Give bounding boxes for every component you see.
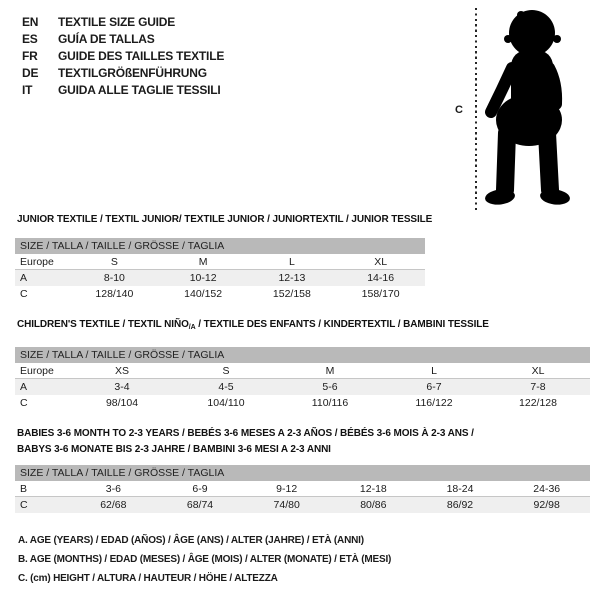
junior-age-row [15,270,425,286]
children-size-header-bar: SIZE / TALLA / TAILLE / GRÖSSE / TAGLIA [15,347,590,363]
row-label-cell: C [20,288,28,300]
value-cell: 92/98 [533,499,560,511]
footnote-age-months: B. AGE (MONTHS) / EDAD (MESES) / ÂGE (MOIS) / ALTER (MONATE) / ETÀ (MESI) [18,554,392,565]
value-cell: 110/116 [311,397,349,409]
value-cell: 116/122 [415,397,453,409]
children-title-prefix: CHILDREN'S TEXTILE / TEXTIL NIÑO [17,319,189,330]
junior-size-table [15,238,425,302]
size-cell: XL [531,364,545,377]
language-label: GUIDE DES TAILLES TEXTILE [58,49,225,63]
size-cell: S [222,364,230,377]
footnotes [18,531,391,588]
value-cell: 80/86 [360,499,387,511]
row-label-cell: B [20,482,28,495]
value-cell: 152/158 [272,288,311,300]
size-cell: M [198,255,208,268]
value-cell: 122/128 [519,397,557,409]
value-cell: 12-13 [278,272,306,284]
baby-silhouette-icon [481,8,573,208]
size-cell: XL [374,255,388,268]
value-cell: 62/68 [100,499,127,511]
language-code: IT [22,83,33,97]
children-age-row [15,379,590,395]
value-cell: 68/74 [186,499,214,511]
babies-title-line2: BABYS 3-6 MONATE BIS 2-3 JAHRE / BAMBINI 3-6 MESI A 2-3 ANNI [17,443,331,455]
language-code: EN [22,15,39,29]
value-cell: 7-8 [530,381,546,393]
value-cell: 18-24 [446,482,474,495]
language-row-fr [22,48,224,65]
language-code: DE [22,66,39,80]
value-cell: 10-12 [189,272,217,284]
babies-section-title [17,426,474,457]
language-code: FR [22,49,38,63]
children-section-title [17,318,489,334]
language-label: TEXTILGRÖßENFÜHRUNG [58,66,207,80]
value-cell: 128/140 [95,288,134,300]
babies-height-row [15,497,590,513]
value-cell: 9-12 [276,482,298,495]
children-sizes-row [15,363,590,379]
size-cell: S [110,255,118,268]
language-row-it [22,82,224,99]
region-cell: Europe [20,364,54,377]
row-label-cell: C [20,499,28,511]
value-cell: 158/170 [361,288,400,300]
value-cell: 3-4 [114,381,130,393]
height-dashed-line [475,8,477,211]
children-size-table [15,347,590,411]
value-cell: 86/92 [446,499,474,511]
junior-size-header-bar: SIZE / TALLA / TAILLE / GRÖSSE / TAGLIA [15,238,425,254]
value-cell: 3-6 [105,482,121,495]
junior-section-title: JUNIOR TEXTILE / TEXTIL JUNIOR/ TEXTILE JUNIOR / JUNIORTEXTIL / JUNIOR TESSILE [17,214,433,225]
value-cell: 12-18 [359,482,387,495]
row-label-cell: A [20,381,28,393]
value-cell: 104/110 [207,397,245,409]
size-cell: L [431,364,437,377]
language-label: GUÍA DE TALLAS [58,32,155,46]
size-cell: L [288,255,295,268]
size-cell: M [325,364,335,377]
babies-size-table [15,465,590,513]
row-label-cell: C [20,397,28,409]
value-cell: 74/80 [273,499,300,511]
babies-size-header-bar: SIZE / TALLA / TAILLE / GRÖSSE / TAGLIA [15,465,590,481]
value-cell: 4-5 [218,381,234,393]
babies-months-row [15,481,590,497]
children-title-suffix: / TEXTILE DES ENFANTS / KINDERTEXTIL / BAMBINI TESSILE [195,319,489,330]
value-cell: 5-6 [322,381,338,393]
value-cell: 98/104 [105,397,139,409]
value-cell: 6-9 [192,482,208,495]
value-cell: 24-36 [533,482,561,495]
language-label: GUIDA ALLE TAGLIE TESSILI [58,83,221,97]
footnote-height-cm: C. (cm) HEIGHT / ALTURA / HAUTEUR / HÖHE / ALTEZZA [18,573,278,584]
region-cell: Europe [20,255,54,268]
babies-title-line1: BABIES 3-6 MONTH TO 2-3 YEARS / BEBÉS 3-6 MESES A 2-3 AÑOS / BÉBÉS 3-6 MOIS À 2-3 ANS / [17,428,474,439]
junior-sizes-row [15,254,425,270]
language-list [22,14,224,99]
value-cell: 8-10 [103,272,125,284]
value-cell: 6-7 [426,381,442,393]
height-c-marker: C [455,104,463,116]
junior-height-row [15,286,425,302]
children-height-row [15,395,590,411]
value-cell: 14-16 [367,272,395,284]
row-label-cell: A [20,272,28,284]
language-label: TEXTILE SIZE GUIDE [58,15,176,29]
size-cell: XS [114,364,129,377]
language-row-es [22,31,224,48]
language-code: ES [22,32,38,46]
footnote-age-years: A. AGE (YEARS) / EDAD (AÑOS) / ÂGE (ANS) / ALTER (JAHRE) / ETÀ (ANNI) [18,535,364,546]
children-title-subscript: /A [188,324,196,331]
language-row-en [22,14,224,31]
language-row-de [22,65,224,82]
value-cell: 140/152 [184,288,223,300]
